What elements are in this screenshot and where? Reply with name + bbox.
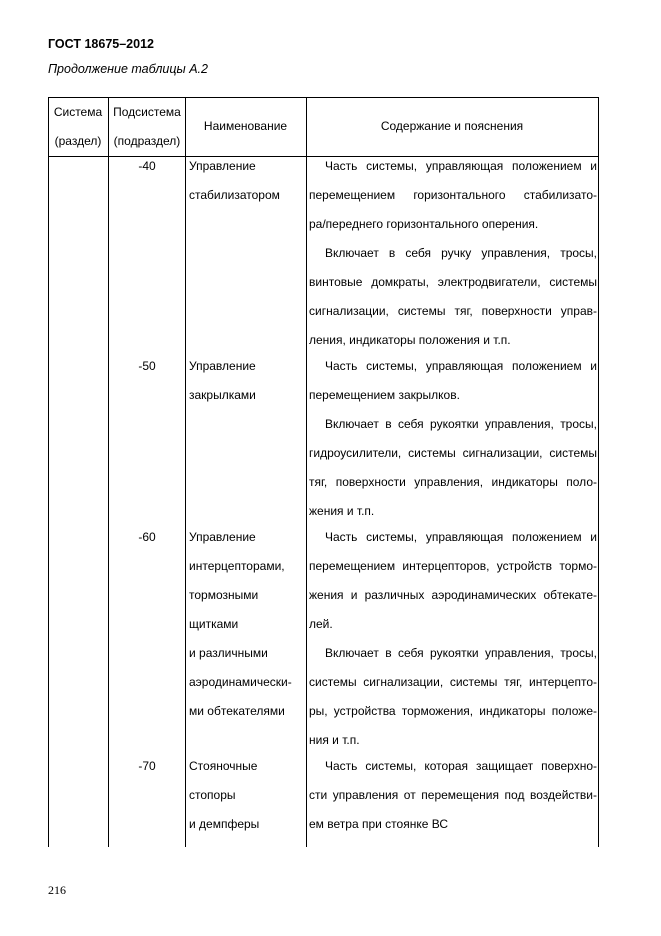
content-line: жения и т.п. bbox=[309, 504, 375, 518]
row-name bbox=[189, 523, 292, 726]
name-line: стопоры bbox=[189, 788, 236, 802]
content-line: ра/переднего горизонтального оперения. bbox=[309, 217, 539, 231]
content-line: сигнализации, системы тяг, поверхности управ- bbox=[309, 304, 597, 318]
content-line: ния и т.п. bbox=[309, 733, 360, 747]
subsystem-code: -60 bbox=[138, 530, 156, 544]
name-line: закрылками bbox=[189, 388, 256, 402]
table-left-border bbox=[48, 97, 49, 847]
row-content bbox=[309, 352, 597, 526]
content-line: сти управления от перемещения под воздействи- bbox=[309, 788, 597, 802]
column-header-content-label: Содержание и пояснения bbox=[380, 119, 524, 133]
content-line: перемещением горизонтального стабилизато- bbox=[309, 188, 597, 202]
column-header-subsystem-line2: (подраздел) bbox=[113, 134, 181, 148]
content-line: ем ветра при стоянке ВС bbox=[309, 817, 448, 831]
content-line: Часть системы, которая защищает поверхно- bbox=[325, 759, 597, 773]
row-name bbox=[189, 752, 259, 839]
table-continuation-caption: Продолжение таблицы А.2 bbox=[48, 62, 208, 76]
row-name bbox=[189, 352, 256, 410]
subsystem-code: -70 bbox=[138, 759, 156, 773]
subsystem-code: -40 bbox=[138, 159, 156, 173]
name-line: и демпферы bbox=[189, 817, 260, 831]
content-line: гидроусилители, системы сигнализации, системы bbox=[309, 446, 597, 460]
column-header-system bbox=[48, 98, 108, 156]
name-line: Управление bbox=[189, 159, 256, 173]
subsystem-code: -50 bbox=[138, 359, 156, 373]
column-header-subsystem bbox=[108, 98, 186, 156]
column-header-system-line2: (раздел) bbox=[54, 134, 102, 148]
name-line: Управление bbox=[189, 530, 256, 544]
content-line: Включает в себя рукоятки управления, тросы, bbox=[325, 646, 597, 660]
row-content bbox=[309, 523, 597, 755]
content-line: перемещением интерцепторов, устройств тормо- bbox=[309, 559, 597, 573]
name-line: стабилизатором bbox=[189, 188, 280, 202]
row-content bbox=[309, 152, 597, 355]
table-col-divider-2 bbox=[185, 97, 186, 847]
row-name bbox=[189, 152, 280, 210]
name-line: ми обтекателями bbox=[189, 704, 285, 718]
content-line: жения и различных аэродинамических обтекате- bbox=[309, 588, 597, 602]
table-col-divider-3 bbox=[306, 97, 307, 847]
table-col-divider-1 bbox=[108, 97, 109, 847]
table-right-border bbox=[598, 97, 599, 847]
content-line: ления, индикаторы положения и т.п. bbox=[309, 333, 511, 347]
column-header-system-line1: Система bbox=[53, 105, 103, 119]
name-line: аэродинамически- bbox=[189, 675, 292, 689]
content-line: лей. bbox=[309, 617, 333, 631]
content-line: перемещением закрылков. bbox=[309, 388, 460, 402]
content-line: тяг, поверхности управления, индикаторы поло- bbox=[309, 475, 597, 489]
content-line: Включает в себя ручку управления, тросы, bbox=[325, 246, 597, 260]
column-header-content bbox=[306, 112, 598, 141]
document-header: ГОСТ 18675–2012 bbox=[48, 37, 154, 51]
column-header-name bbox=[185, 112, 306, 141]
row-content bbox=[309, 752, 597, 839]
name-line: и различными bbox=[189, 646, 268, 660]
name-line: Управление bbox=[189, 359, 256, 373]
name-line: Стояночные bbox=[189, 759, 258, 773]
column-header-name-label: Наименование bbox=[203, 119, 288, 133]
content-line: ры, устройства торможения, индикаторы положе- bbox=[309, 704, 597, 718]
content-line: системы сигнализации, системы тяг, интерцепто- bbox=[309, 675, 597, 689]
page-number: 216 bbox=[48, 883, 66, 897]
content-line: Часть системы, управляющая положением и bbox=[325, 530, 597, 544]
name-line: тормозными bbox=[189, 588, 259, 602]
column-header-subsystem-line1: Подсистема bbox=[113, 105, 181, 119]
content-line: Часть системы, управляющая положением и bbox=[325, 359, 597, 373]
name-line: щитками bbox=[189, 617, 239, 631]
name-line: интерцепторами, bbox=[189, 559, 285, 573]
content-line: Включает в себя рукоятки управления, тросы, bbox=[325, 417, 597, 431]
content-line: винтовые домкраты, электродвигатели, системы bbox=[309, 275, 597, 289]
content-line: Часть системы, управляющая положением и bbox=[325, 159, 597, 173]
